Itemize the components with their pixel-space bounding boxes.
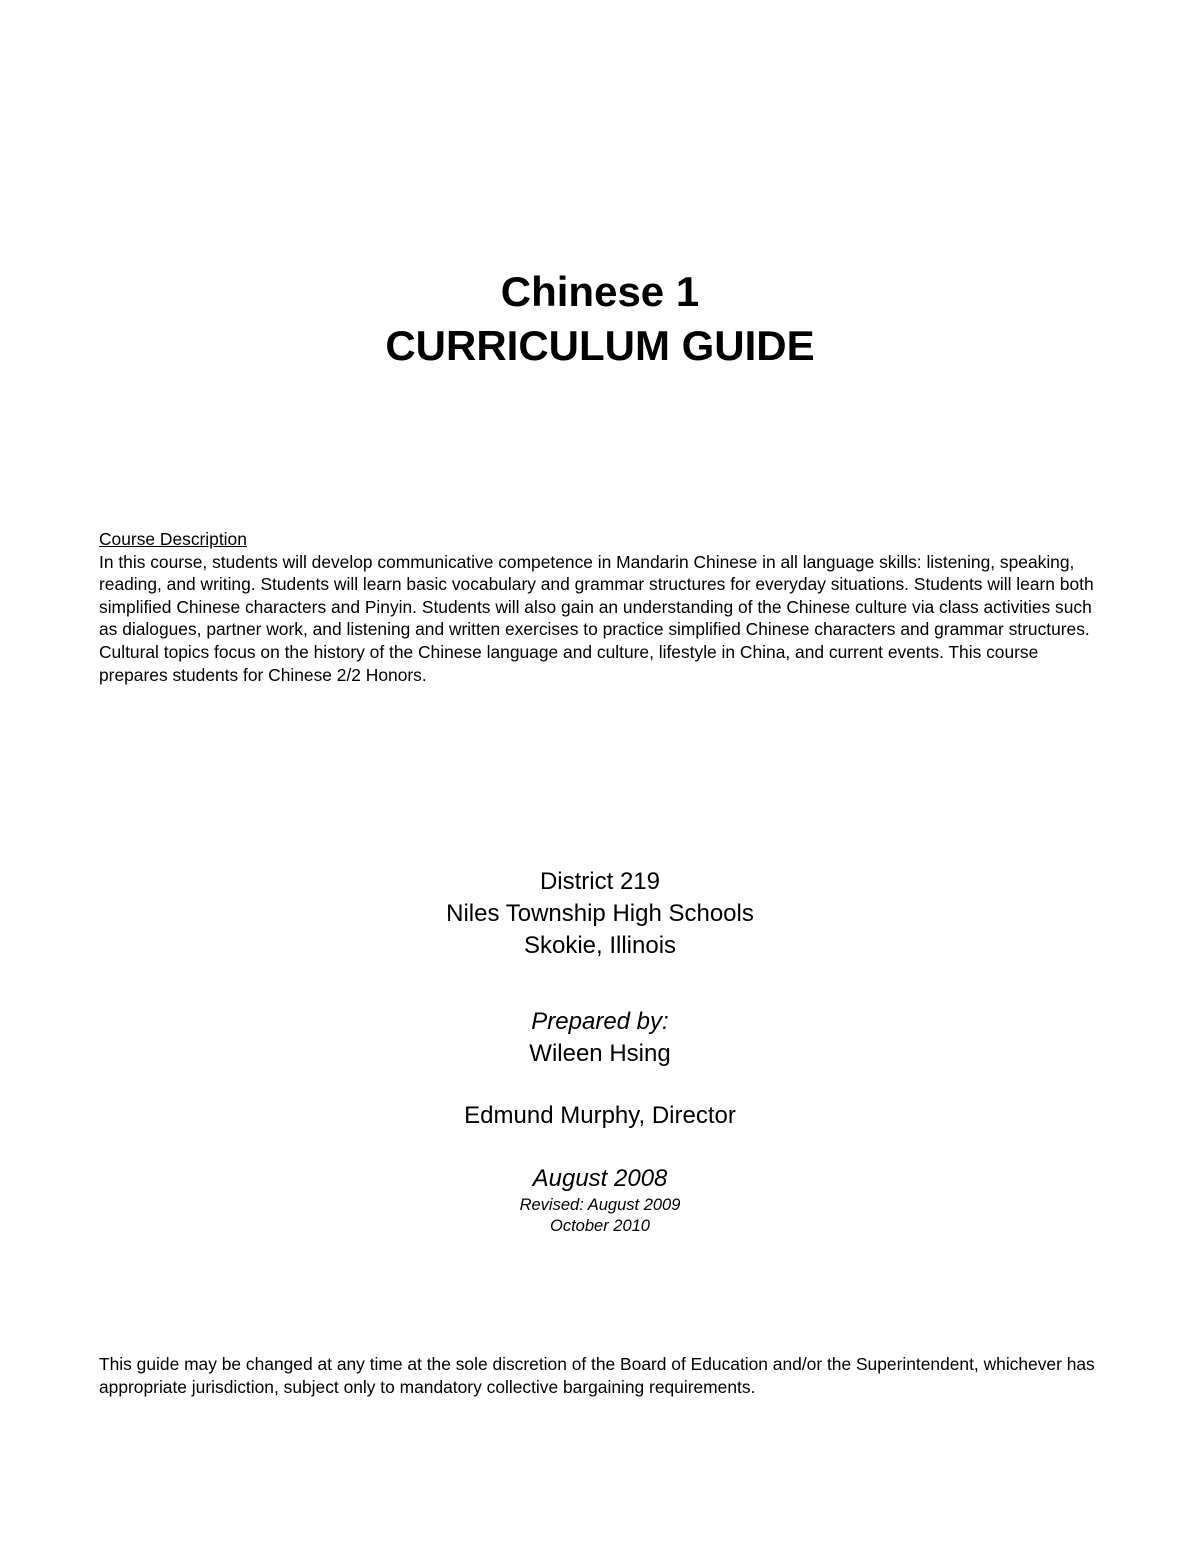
- prepared-by-label: Prepared by:: [531, 1008, 669, 1035]
- date-block: [0, 1163, 1200, 1237]
- director-line: Edmund Murphy, Director: [464, 1102, 736, 1129]
- revised-date-2: October 2010: [550, 1217, 650, 1235]
- author-name: Wileen Hsing: [529, 1040, 671, 1067]
- title-block: [0, 265, 1200, 373]
- document-title: CURRICULUM GUIDE: [385, 322, 815, 369]
- school-name: Niles Township High Schools: [446, 900, 754, 927]
- course-description-body: In this course, students will develop communicative competence in Mandarin Chinese in all language skills: listening, speaking, reading, and writing. Students will learn basic vocabulary and grammar structures for everyday situations. Students will learn both simplified Chinese characters and Pinyin. Students will also gain an understanding of the Chinese culture via class activities such as dialogues, partner work, and listening and written exercises to practice simplified Chinese characters and grammar structures. Cultural topics focus on the history of the Chinese language and culture, lifestyle in China, and current events. This course prepares students for Chinese 2/2 Honors.: [99, 551, 1094, 685]
- prepared-by-block: [0, 1006, 1200, 1070]
- district-block: [0, 866, 1200, 962]
- original-date: August 2008: [532, 1165, 668, 1192]
- disclaimer: This guide may be changed at any time at the sole discretion of the Board of Education and/or the Superintendent, whichever has appropriate jurisdiction, subject only to mandatory collective bargaining requirements.: [99, 1354, 1095, 1397]
- school-location: Skokie, Illinois: [523, 932, 677, 959]
- course-description-heading: Course Description: [99, 529, 247, 549]
- course-description: [99, 528, 1109, 686]
- district-number: District 219: [539, 868, 661, 895]
- revised-date: Revised: August 2009: [519, 1196, 681, 1214]
- course-title: Chinese 1: [500, 268, 700, 315]
